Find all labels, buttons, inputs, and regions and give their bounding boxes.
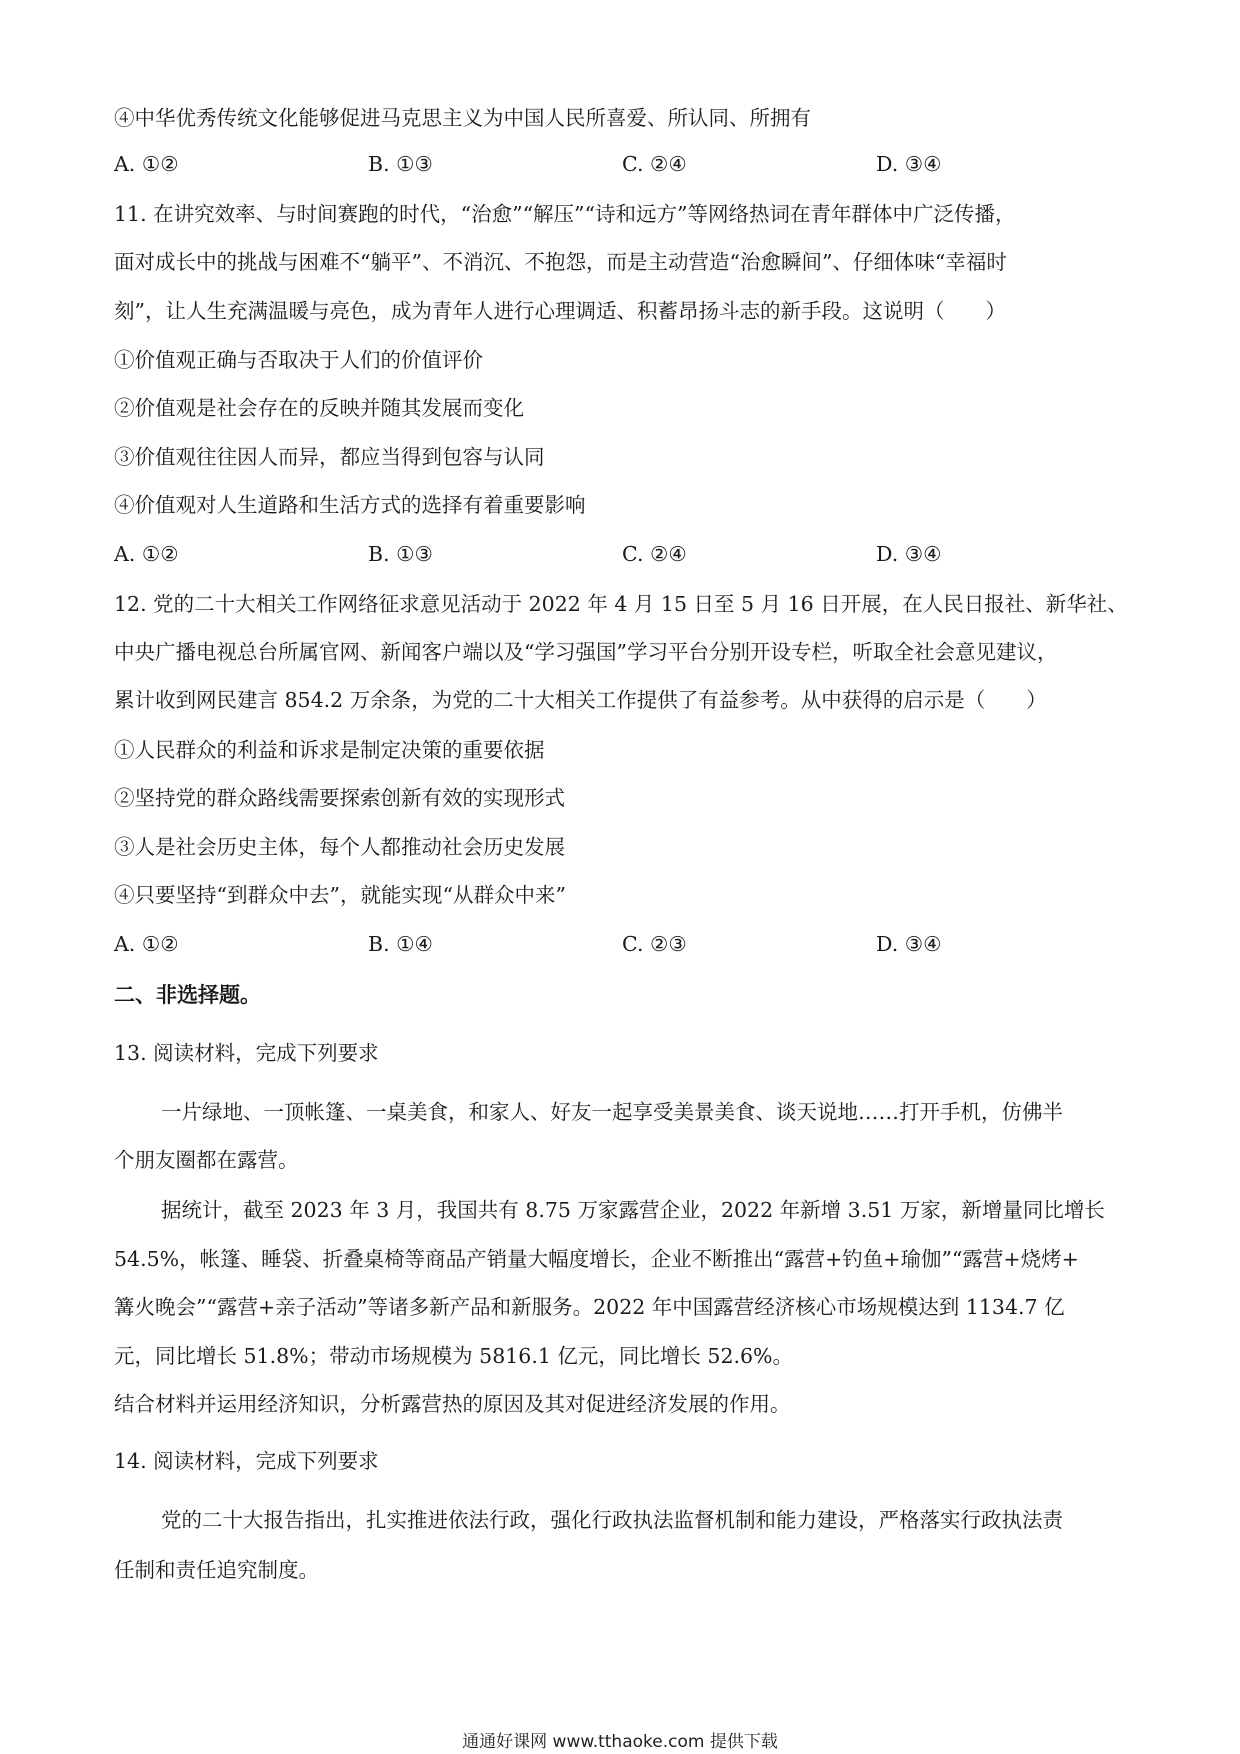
q11-option-c: C. ②④ (622, 542, 687, 566)
q12-option-b: B. ①④ (368, 932, 433, 956)
q12-option-d: D. ③④ (876, 932, 942, 956)
page-footer: 通通好课网 www.tthaoke.com 提供下载 (462, 1732, 778, 1752)
q13-material-line-1: 一片绿地、一顶帐篷、一桌美食，和家人、好友一起享受美景美食、谈天说地……打开手机，仿佛半 (161, 1100, 1063, 1124)
q12-option-c: C. ②③ (622, 932, 687, 956)
q13-title: 13. 阅读材料，完成下列要求 (114, 1041, 379, 1065)
q11-stem-line-3: 刻”，让人生充满温暖与亮色，成为青年人进行心理调适、积蓄昂扬斗志的新手段。这说明（ ） (114, 299, 1006, 323)
q10-option-a: A. ①② (114, 152, 179, 176)
q12-statement-1: ①人民群众的利益和诉求是制定决策的重要依据 (114, 738, 545, 762)
q12-statement-2: ②坚持党的群众路线需要探索创新有效的实现形式 (114, 786, 565, 810)
q13-task: 结合材料并运用经济知识，分析露营热的原因及其对促进经济发展的作用。 (114, 1392, 791, 1416)
q13-material-line-2: 个朋友圈都在露营。 (114, 1148, 299, 1172)
q11-option-a: A. ①② (114, 542, 179, 566)
q11-statement-3: ③价值观往往因人而异，都应当得到包容与认同 (114, 445, 545, 469)
q14-title: 14. 阅读材料，完成下列要求 (114, 1449, 379, 1473)
q13-material-line-3: 据统计，截至 2023 年 3 月，我国共有 8.75 万家露营企业，2022 年新增 3.51 万家，新增量同比增长 (161, 1198, 1105, 1222)
q11-option-b: B. ①③ (368, 542, 433, 566)
q12-stem-line-3: 累计收到网民建言 854.2 万余条，为党的二十大相关工作提供了有益参考。从中获得的启示是（ ） (114, 688, 1047, 712)
q11-statement-2: ②价值观是社会存在的反映并随其发展而变化 (114, 396, 524, 420)
q13-material-line-4: 54.5%，帐篷、睡袋、折叠桌椅等商品产销量大幅度增长，企业不断推出“露营+钓鱼+瑜伽”“露营+烧烤+ (114, 1247, 1079, 1271)
q10-statement-4: ④中华优秀传统文化能够促进马克思主义为中国人民所喜爱、所认同、所拥有 (114, 106, 811, 130)
q13-material-line-5: 篝火晚会”“露营+亲子活动”等诸多新产品和新服务。2022 年中国露营经济核心市场规模达到 1134.7 亿 (114, 1295, 1065, 1319)
q10-option-c: C. ②④ (622, 152, 687, 176)
q12-statement-4: ④只要坚持“到群众中去”，就能实现“从群众中来” (114, 883, 566, 907)
q12-stem-line-1: 12. 党的二十大相关工作网络征求意见活动于 2022 年 4 月 15 日至 5 月 16 日开展，在人民日报社、新华社、 (114, 592, 1128, 616)
q13-material-line-6: 元，同比增长 51.8%；带动市场规模为 5816.1 亿元，同比增长 52.6%。 (114, 1344, 794, 1368)
q12-statement-3: ③人是社会历史主体，每个人都推动社会历史发展 (114, 835, 565, 859)
q11-stem-line-2: 面对成长中的挑战与困难不“躺平”、不消沉、不抱怨，而是主动营造“治愈瞬间”、仔细体味“幸福时 (114, 250, 1007, 274)
q11-option-d: D. ③④ (876, 542, 942, 566)
q11-statement-1: ①价值观正确与否取决于人们的价值评价 (114, 348, 483, 372)
q11-stem-line-1: 11. 在讲究效率、与时间赛跑的时代，“治愈”“解压”“诗和远方”等网络热词在青年群体中广泛传播， (114, 202, 1016, 226)
q14-material-line-1: 党的二十大报告指出，扎实推进依法行政，强化行政执法监督机制和能力建设，严格落实行政执法责 (161, 1508, 1063, 1532)
q14-material-line-2: 任制和责任追究制度。 (114, 1558, 319, 1582)
q10-option-b: B. ①③ (368, 152, 433, 176)
q12-option-a: A. ①② (114, 932, 179, 956)
q10-option-d: D. ③④ (876, 152, 942, 176)
q12-stem-line-2: 中央广播电视总台所属官网、新闻客户端以及“学习强国”学习平台分别开设专栏，听取全社会意见建议， (114, 640, 1058, 664)
section-2-heading: 二、非选择题。 (114, 983, 261, 1007)
q11-statement-4: ④价值观对人生道路和生活方式的选择有着重要影响 (114, 493, 586, 517)
